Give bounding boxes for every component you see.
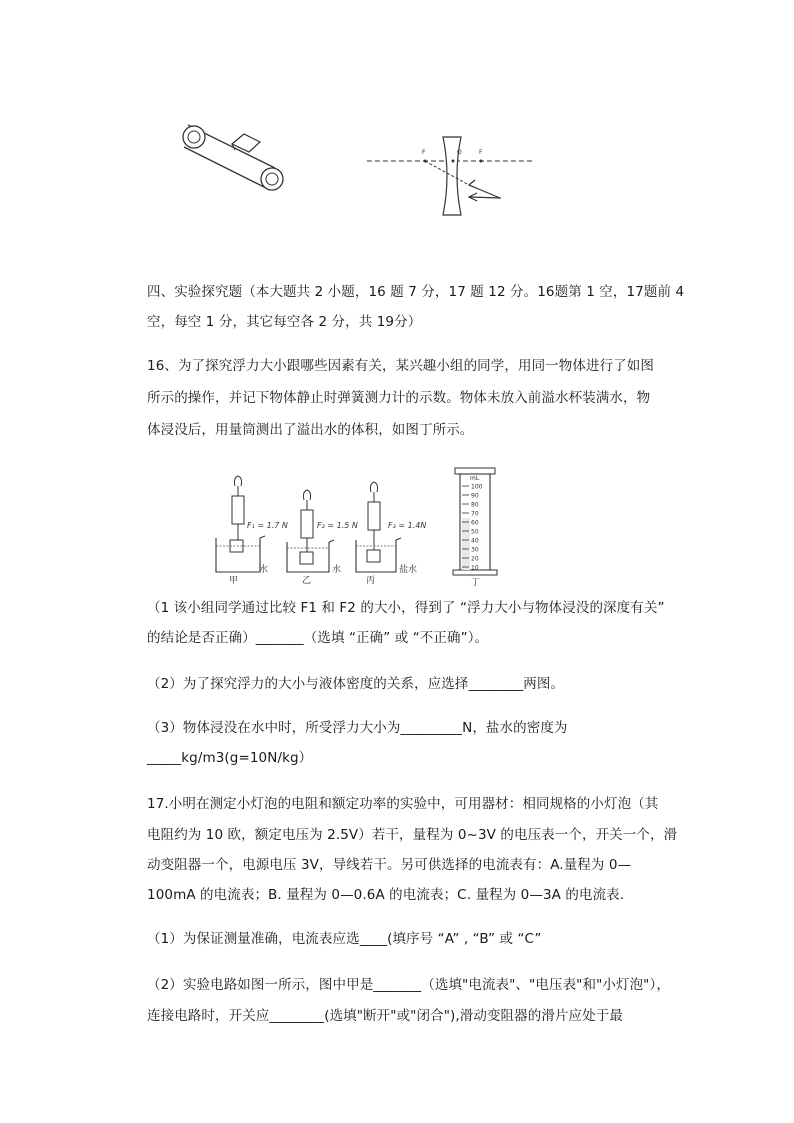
q17-line4: 100mA 的电流表；B. 量程为 0—0.6A 的电流表；C. 量程为 0—3A 的电流表. [147, 887, 625, 903]
section4-heading-line2: 空，每空 1 分，其它每空各 2 分，共 19分） [147, 314, 422, 330]
cylinder-tick-label: 30 [471, 546, 479, 554]
section4-heading-line1: 四、实验探究题（本大题共 2 小题，16 题 7 分，17 题 12 分。16题第 1 空，17题前 4 [147, 284, 685, 300]
q16-line3: 体浸没后，用量筒测出了溢出水的体积，如图丁所示。 [147, 422, 474, 438]
cylinder-tick-label: 90 [471, 492, 479, 500]
f3-label: F₃ = 1.4N [388, 521, 427, 530]
concave-lens-figure [365, 135, 535, 220]
q17-sub1: （1）为保证测量准确，电流表应选____(填序号 “A” , “B” 或 “C” [147, 931, 542, 947]
q17-line1: 17.小明在测定小灯泡的电阻和额定功率的实验中，可用器材：相同规格的小灯泡（其 [147, 796, 659, 812]
q16-line1: 16、为了探究浮力大小跟哪些因素有关，某兴趣小组的同学，用同一物体进行了如图 [147, 358, 654, 374]
focal-point-left-label: F [422, 149, 426, 156]
q16-sub2: （2）为了探究浮力的大小与液体密度的关系，应选择________两图。 [147, 676, 565, 692]
cylinder-tick-label: 80 [471, 501, 479, 509]
conveyor-belt-figure [180, 122, 290, 197]
label-bing: 丙 [366, 576, 376, 586]
water1-label: 水 [259, 565, 269, 575]
cylinder-tick-label: 100 [471, 483, 483, 491]
q16-sub3-line1: （3）物体浸没在水中时，所受浮力大小为_________N，盐水的密度为 [147, 720, 568, 736]
f1-label: F₁ = 1.7 N [247, 521, 288, 530]
cylinder-unit: mL [470, 475, 480, 482]
label-yi: 乙 [302, 576, 312, 586]
label-jia: 甲 [229, 576, 239, 586]
cylinder-tick-label: 60 [471, 519, 479, 527]
f2-label: F₂ = 1.5 N [317, 521, 358, 530]
q17-line3: 动变阻器一个，电源电压 3V，导线若干。另可供选择的电流表有：A.量程为 0— [147, 857, 632, 873]
q16-sub1-line2: 的结论是否正确）_______（选填 “正确” 或 “不正确”）。 [147, 630, 489, 646]
q16-sub3-line2: _____kg/m3(g=10N/kg） [147, 750, 313, 766]
buoyancy-experiment-figure [213, 466, 535, 588]
cylinder-tick-label: 10 [471, 564, 479, 572]
focal-point-right-label: F [479, 149, 483, 156]
cylinder-tick-label: 70 [471, 510, 479, 518]
saltwater-label: 盐水 [399, 565, 418, 575]
water2-label: 水 [332, 565, 342, 575]
label-ding: 丁 [471, 578, 481, 588]
q17-line2: 电阻约为 10 欧，额定电压为 2.5V）若干，量程为 0~3V 的电压表一个，开关一个，滑 [147, 827, 678, 843]
cylinder-tick-label: 40 [471, 537, 479, 545]
q16-line2: 所示的操作，并记下物体静止时弹簧测力计的示数。物体未放入前溢水杯装满水，物 [147, 390, 651, 406]
q17-sub2-line2: 连接电路时，开关应________(选填"断开"或"闭合"),滑动变阻器的滑片应处于最 [147, 1008, 623, 1024]
optical-center-label: O [457, 149, 462, 156]
cylinder-tick-label: 20 [471, 555, 479, 563]
q16-sub1-line1: （1 该小组同学通过比较 F1 和 F2 的大小，得到了 “浮力大小与物体浸没的深度有关” [147, 600, 665, 616]
q17-sub2-line1: （2）实验电路如图一所示，图中甲是_______（选填"电流表"、"电压表"和"小灯泡"）， [147, 977, 670, 993]
cylinder-tick-label: 50 [471, 528, 479, 536]
